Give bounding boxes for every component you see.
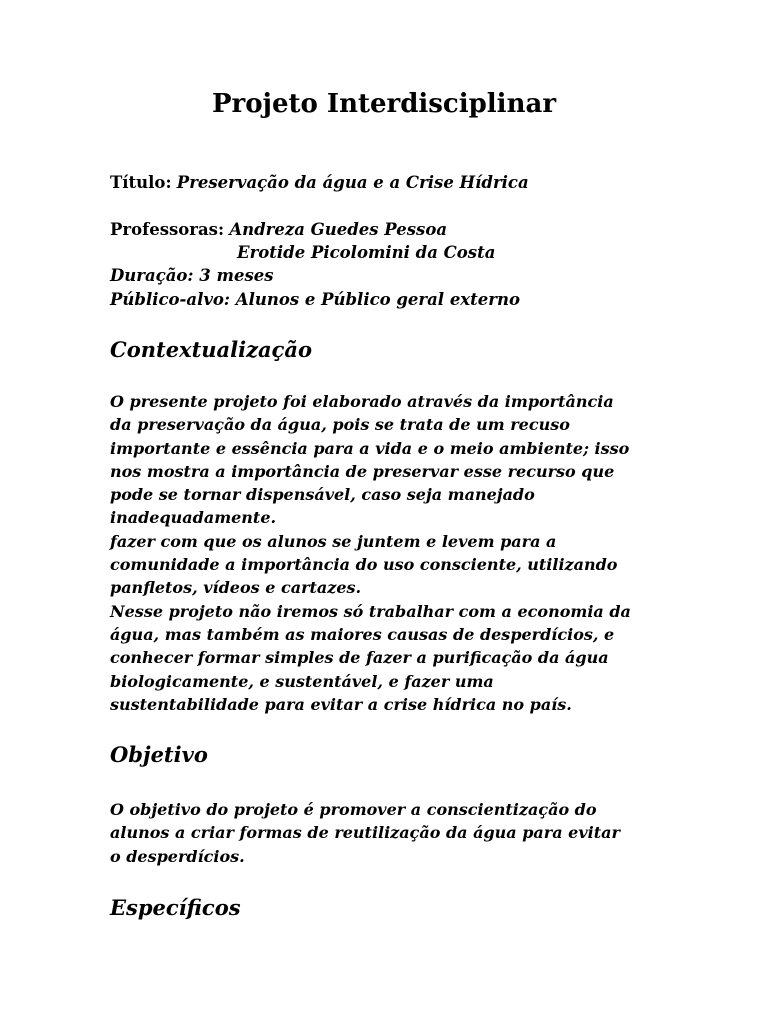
titulo-label: Título:: [110, 173, 172, 192]
paragraph-line: inadequadamente.: [110, 508, 277, 528]
paragraph-line: Nesse projeto não iremos só trabalhar com a economia da: [110, 601, 631, 621]
paragraph-line: alunos a criar formas de reutilização da água para evitar: [110, 823, 620, 843]
publico-alvo-line: Público-alvo: Alunos e Público geral externo: [110, 290, 520, 309]
professora-name: Andreza Guedes Pessoa: [229, 220, 448, 239]
paragraph-line: conhecer formar simples de fazer a purificação da água: [110, 648, 609, 668]
professoras-line: [110, 218, 447, 242]
section-heading-objetivo: Objetivo: [110, 742, 208, 767]
page-title: Projeto Interdisciplinar: [211, 89, 557, 119]
section-heading-contextualizacao: Contextualização: [110, 337, 313, 362]
paragraph-line: O presente projeto foi elaborado através da importância: [110, 392, 614, 411]
objetivo-paragraph: [110, 798, 670, 868]
paragraph-line: sustentabilidade para evitar a crise hídrica no país.: [110, 694, 572, 714]
paragraph-line: O objetivo do projeto é promover a conscientização do: [110, 800, 597, 819]
paragraph-line: da preservação da água, pois se trata de um recuso: [110, 415, 570, 435]
paragraph-line: água, mas também as maiores causas de desperdícios, e: [110, 624, 615, 644]
paragraph-line: nos mostra a importância de preservar esse recurso que: [110, 461, 615, 481]
paragraph-line: panfletos, vídeos e cartazes.: [110, 578, 362, 598]
professoras-label: Professoras:: [110, 220, 225, 239]
section-heading-especificos: Específicos: [110, 895, 241, 920]
titulo-line: [110, 171, 529, 195]
paragraph-line: importante e essência para a vida e o meio ambiente; isso: [110, 438, 630, 458]
contextualizacao-paragraph: [110, 390, 670, 716]
paragraph-line: comunidade a importância do uso consciente, utilizando: [110, 555, 618, 575]
paragraph-line: fazer com que os alunos se juntem e levem para a: [110, 531, 557, 551]
paragraph-line: o desperdícios.: [110, 846, 245, 866]
professora-name: Erotide Picolomini da Costa: [237, 243, 496, 262]
paragraph-line: pode se tornar dispensável, caso seja manejado: [110, 485, 535, 505]
paragraph-line: biologicamente, e sustentável, e fazer uma: [110, 671, 494, 691]
titulo-value: Preservação da água e a Crise Hídrica: [176, 173, 529, 192]
duracao-line: Duração: 3 meses: [110, 266, 274, 285]
